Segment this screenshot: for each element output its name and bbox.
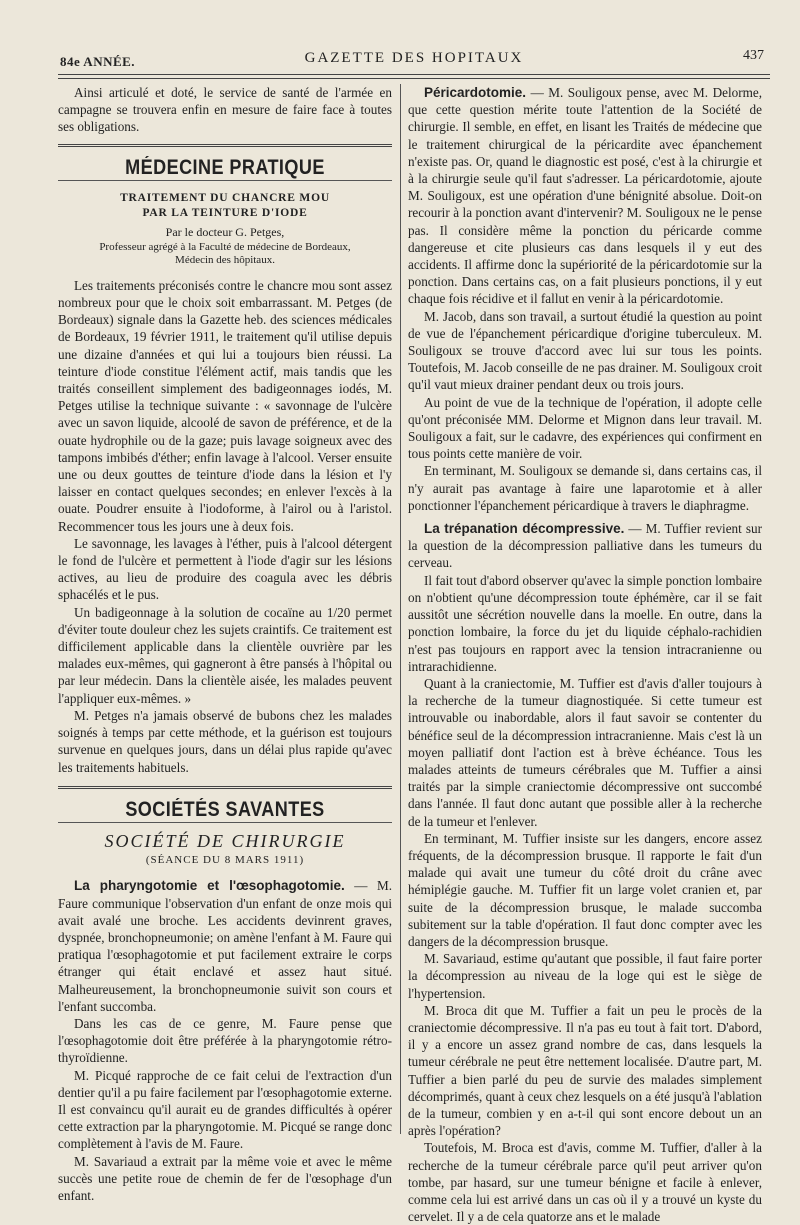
body-paragraph: En terminant, M. Tuffier insiste sur les dangers, encore assez fréquents, de la décompression brusque. Il rapporte le fait d'un malade qui avait une tumeur du côté droit du crâne avec hémiplégie gauche. M. Tuffier fit un large volet cranien et, par suite de la décompression brusque, le malade succomba subitement sur la table d'opération. Il faut donc compter avec les dangers de la décompression brusque. xyxy=(408,830,762,949)
run-in-title: La pharyngotomie et l'œsophagotomie. xyxy=(74,878,345,894)
section-divider xyxy=(58,144,392,147)
body-paragraph: Les traitements préconisés contre le chancre mou sont assez nombreux pour que le choix soit embarrassant. M. Petges (de Bordeaux) signale dans la Gazette heb. des sciences médicales de Bordeaux, 19 février 1911, le traitement qu'il utilise depuis une dizaine d'années et qui lui a toujours bien réussi. La teinture d'iode constitue l'élément actif, mais tandis que les traités conseillent simplement des badigeonnages iodés, M. Petges utilise la technique suivante : « savonnage de l'ulcère avec un savon liquide, alcoolé de savon de préférence, et de la ouate hydrophile ou de la gaze; puis lavage soigneux avec des tampons imbibés d'éther; enfin lavage à l'alcool. Verser ensuite une ou deux gouttes de teinture d'iode dans la lésion et l'y laisser en contact quelques secondes; en enlever l'excès à la ouate. Poudrer ensuite à l'iodoforme, à l'airol ou à l'aristol. Recommencer tous les jours une à deux fois. xyxy=(58,277,392,534)
right-column xyxy=(408,84,762,1225)
run-in-title: Péricardotomie. xyxy=(424,85,527,100)
intro-paragraph: Ainsi articulé et doté, le service de santé de l'armée en campagne se trouvera enfin en mesure de faire face à toutes ses obligations. xyxy=(58,85,392,135)
byline: Par le docteur G. Petges, xyxy=(165,224,285,239)
society-name: SOCIÉTÉ DE CHIRURGIE xyxy=(104,830,346,851)
section-divider xyxy=(58,786,392,789)
run-in-text: — M. Tuffier revient sur la question de la décompression palliative dans les tumeurs du cerveau. xyxy=(408,521,762,571)
column-divider xyxy=(400,84,401,1134)
article-title-line2: PAR LA TEINTURE D'IODE xyxy=(142,206,308,219)
body-paragraph: Le savonnage, les lavages à l'éther, puis à l'alcool détergent le fond de l'ulcère et permettent à l'iode d'agir sur les lésions actives, au lieu de produire des coagula avec les débris sphacélés et le pus. xyxy=(58,535,392,603)
body-paragraph: Il fait tout d'abord observer qu'avec la simple ponction lombaire on n'obtient qu'une décompression toute éphémère, car il se fait aussitôt une sécrétion nouvelle dans la moelle. En outre, dans la ponction lombaire, la force du jet du liquide céphalo-rachidien n'est pas toujours en rapport avec la tension intracranienne ou intrarachidienne. xyxy=(408,572,762,674)
body-paragraph: Un badigeonnage à la solution de cocaïne au 1/20 permet d'éviter toute douleur chez les sujets craintifs. Ce traitement est difficilement applicable dans la clientèle ouvrière par les malades eux-mêmes, qui gagneront à être pansés à l'hôpital ou par leur médecin. Dans la clientèle aisée, les malades peuvent l'appliquer eux-mêmes. » xyxy=(58,604,392,706)
journal-title: GAZETTE DES HOPITAUX xyxy=(304,50,524,66)
section-title-medecine: MÉDECINE PRATIQUE xyxy=(125,155,325,179)
affiliation-line2: Médecin des hôpitaux. xyxy=(175,253,275,266)
page-header xyxy=(60,50,768,74)
body-paragraph: M. Jacob, dans son travail, a surtout étudié la question au point de vue de l'épanchement péricardique d'origine tuberculeux. M. Souligoux se trouve d'accord avec lui sur tous les points. Toutefois, M. Jacob conseille de ne pas drainer. M. Souligoux croit qu'il vaut mieux drainer pendant deux ou trois jours. xyxy=(408,308,762,393)
body-paragraph: M. Broca dit que M. Tuffier a fait un peu le procès de la craniectomie décompressive. Il n'a pas eu tout à fait tort. D'abord, il y a encore un assez grand nombre de cas, dans lesquels la tumeur cérébrale ne peut être nettement localisée. D'autre part, M. Tuffier a bien parlé du peu de survie des malades simplement décomprimés, quant à ceux chez lesquels on a été jusqu'à l'ablation de la tumeur, combien y en a-t-il qui sont encore debout un an après l'opération? xyxy=(408,1002,762,1139)
article-title xyxy=(58,191,392,221)
header-rule-2 xyxy=(58,78,770,79)
affiliation-line1: Professeur agrégé à la Faculté de médecine de Bordeaux, xyxy=(99,240,351,253)
body-paragraph: Dans les cas de ce genre, M. Faure pense que l'œsophagotomie doit être préférée à la pharyngotomie rétro-thyroïdienne. xyxy=(58,1015,392,1066)
article-title-line1: TRAITEMENT DU CHANCRE MOU xyxy=(120,191,330,204)
body-paragraph xyxy=(408,84,762,308)
affiliation xyxy=(58,241,392,267)
run-in-text: — M. Souligoux pense, avec M. Delorme, que cette question mérite toute l'attention de la Société de chirurgie. Il semble, en effet, en lisant les Traités de médecine que le traitement chirurgical de la péricardite avec épanchement n'existe pas. Or, quand le diagnostic est posé, c'est à la chirurgie et à la chirurgie seule qu'il faut s'adresser. La péricardotomie, ajoute M. Souligoux, est une opération d'une bénignité absolue. Doit-on recourir à la ponction avant d'intervenir? M. Souligoux ne le pense pas. Il considère même la ponction du péricarde comme dangereuse et cite plusieurs cas dans lesquels il y eut des accidents. Il affirme donc la supériorité de la péricardotomie sur la ponction. Dans certains cas, on a fait plusieurs ponctions, il y eut chaque fois récidive et il fallut en venir à la péricardotomie. xyxy=(408,85,762,307)
body-paragraph: Toutefois, M. Broca est d'avis, comme M. Tuffier, d'aller à la recherche de la tumeur cérébrale parce qu'il peut arriver qu'on tombe, par hasard, sur une tumeur bénigne et facile à enlever, comme cela lui est arrivé dans un cas où il y a trouvé un kyste du cervelet. Il y a de cela quatorze ans et le malade xyxy=(408,1140,762,1225)
header-rule xyxy=(58,74,770,75)
section-underline xyxy=(58,822,392,823)
body-paragraph: M. Picqué rapproche de ce fait celui de l'extraction d'un dentier qu'il a pu faire facilement par l'œsophagotomie externe. Il est convaincu qu'il aurait eu de grandes difficultés à opérer cette extraction par la pharyngotomie. M. Picqué se range donc complètement à l'avis de M. Faure. xyxy=(58,1067,392,1152)
body-paragraph xyxy=(408,520,762,572)
section-title-societes: SOCIÉTÉS SAVANTES xyxy=(125,797,325,821)
body-paragraph: M. Savariaud a extrait par la même voie et avec le même succès une petite roue de chemin de fer de l'œsophage d'un enfant. xyxy=(58,1153,392,1203)
section-underline xyxy=(58,180,392,181)
body-paragraph: M. Savariaud, estime qu'autant que possible, il faut faire porter la décompression au niveau de la loge qui est le siège de l'hypertension. xyxy=(408,951,762,1001)
run-in-text: — M. Faure communique l'observation d'un enfant de onze mois qui avait avalé une broche. Les accidents devinrent graves, dyspnée, bronchopneumonie; on amène l'enfant à M. Faure qui pratiqua l'œsophagotomie et put facilement extraire le corps étranger qui était enclavé et assez haut situé. Malheureusement, la bronchopneumonie suivit son cours et l'enfant succomba. xyxy=(58,878,392,1014)
body-paragraph: Au point de vue de la technique de l'opération, il adopte celle qu'ont préconisée MM. Delorme et Mignon dans leur travail. M. Souligoux a fait, sur le cadavre, des expériences qui confirment en tous points cette manière de voir. xyxy=(408,394,762,462)
body-paragraph: Quant à la craniectomie, M. Tuffier est d'avis d'aller toujours à la recherche de la tumeur diagnostiquée. Si cette tumeur est introuvable ou inabordable, alors il faut savoir se contenter du bénéfice seul de la décompression intracranienne. Mais c'est là un moyen palliatif dont l'action est à brève échéance. Tous les malades atteints de tumeurs cérébrales que M. Tuffier a ainsi traités par la simple craniectomie décompressive ont succombé dans l'année. Il faut donc autant que possible aller à la recherche de la tumeur et l'enlever. xyxy=(408,675,762,829)
session-date: (SÉANCE DU 8 MARS 1911) xyxy=(145,854,305,867)
body-paragraph: M. Petges n'a jamais observé de bubons chez les malades soignés à temps par cette méthode, et la guérison est toujours survenue en quelques jours, dans un délai plus rapide qu'avec les traitements habituels. xyxy=(58,707,392,775)
body-paragraph xyxy=(58,877,392,1015)
run-in-title: La trépanation décompressive. xyxy=(424,521,625,537)
left-column xyxy=(58,84,392,1204)
page-number: 437 xyxy=(743,48,764,63)
volume-year: 84e ANNÉE. xyxy=(60,54,136,69)
body-paragraph: En terminant, M. Souligoux se demande si, dans certains cas, il n'y aurait pas avantage à faire une laparotomie et à aller ponctionner l'épanchement péricardique à travers le diaphragme. xyxy=(408,463,762,513)
